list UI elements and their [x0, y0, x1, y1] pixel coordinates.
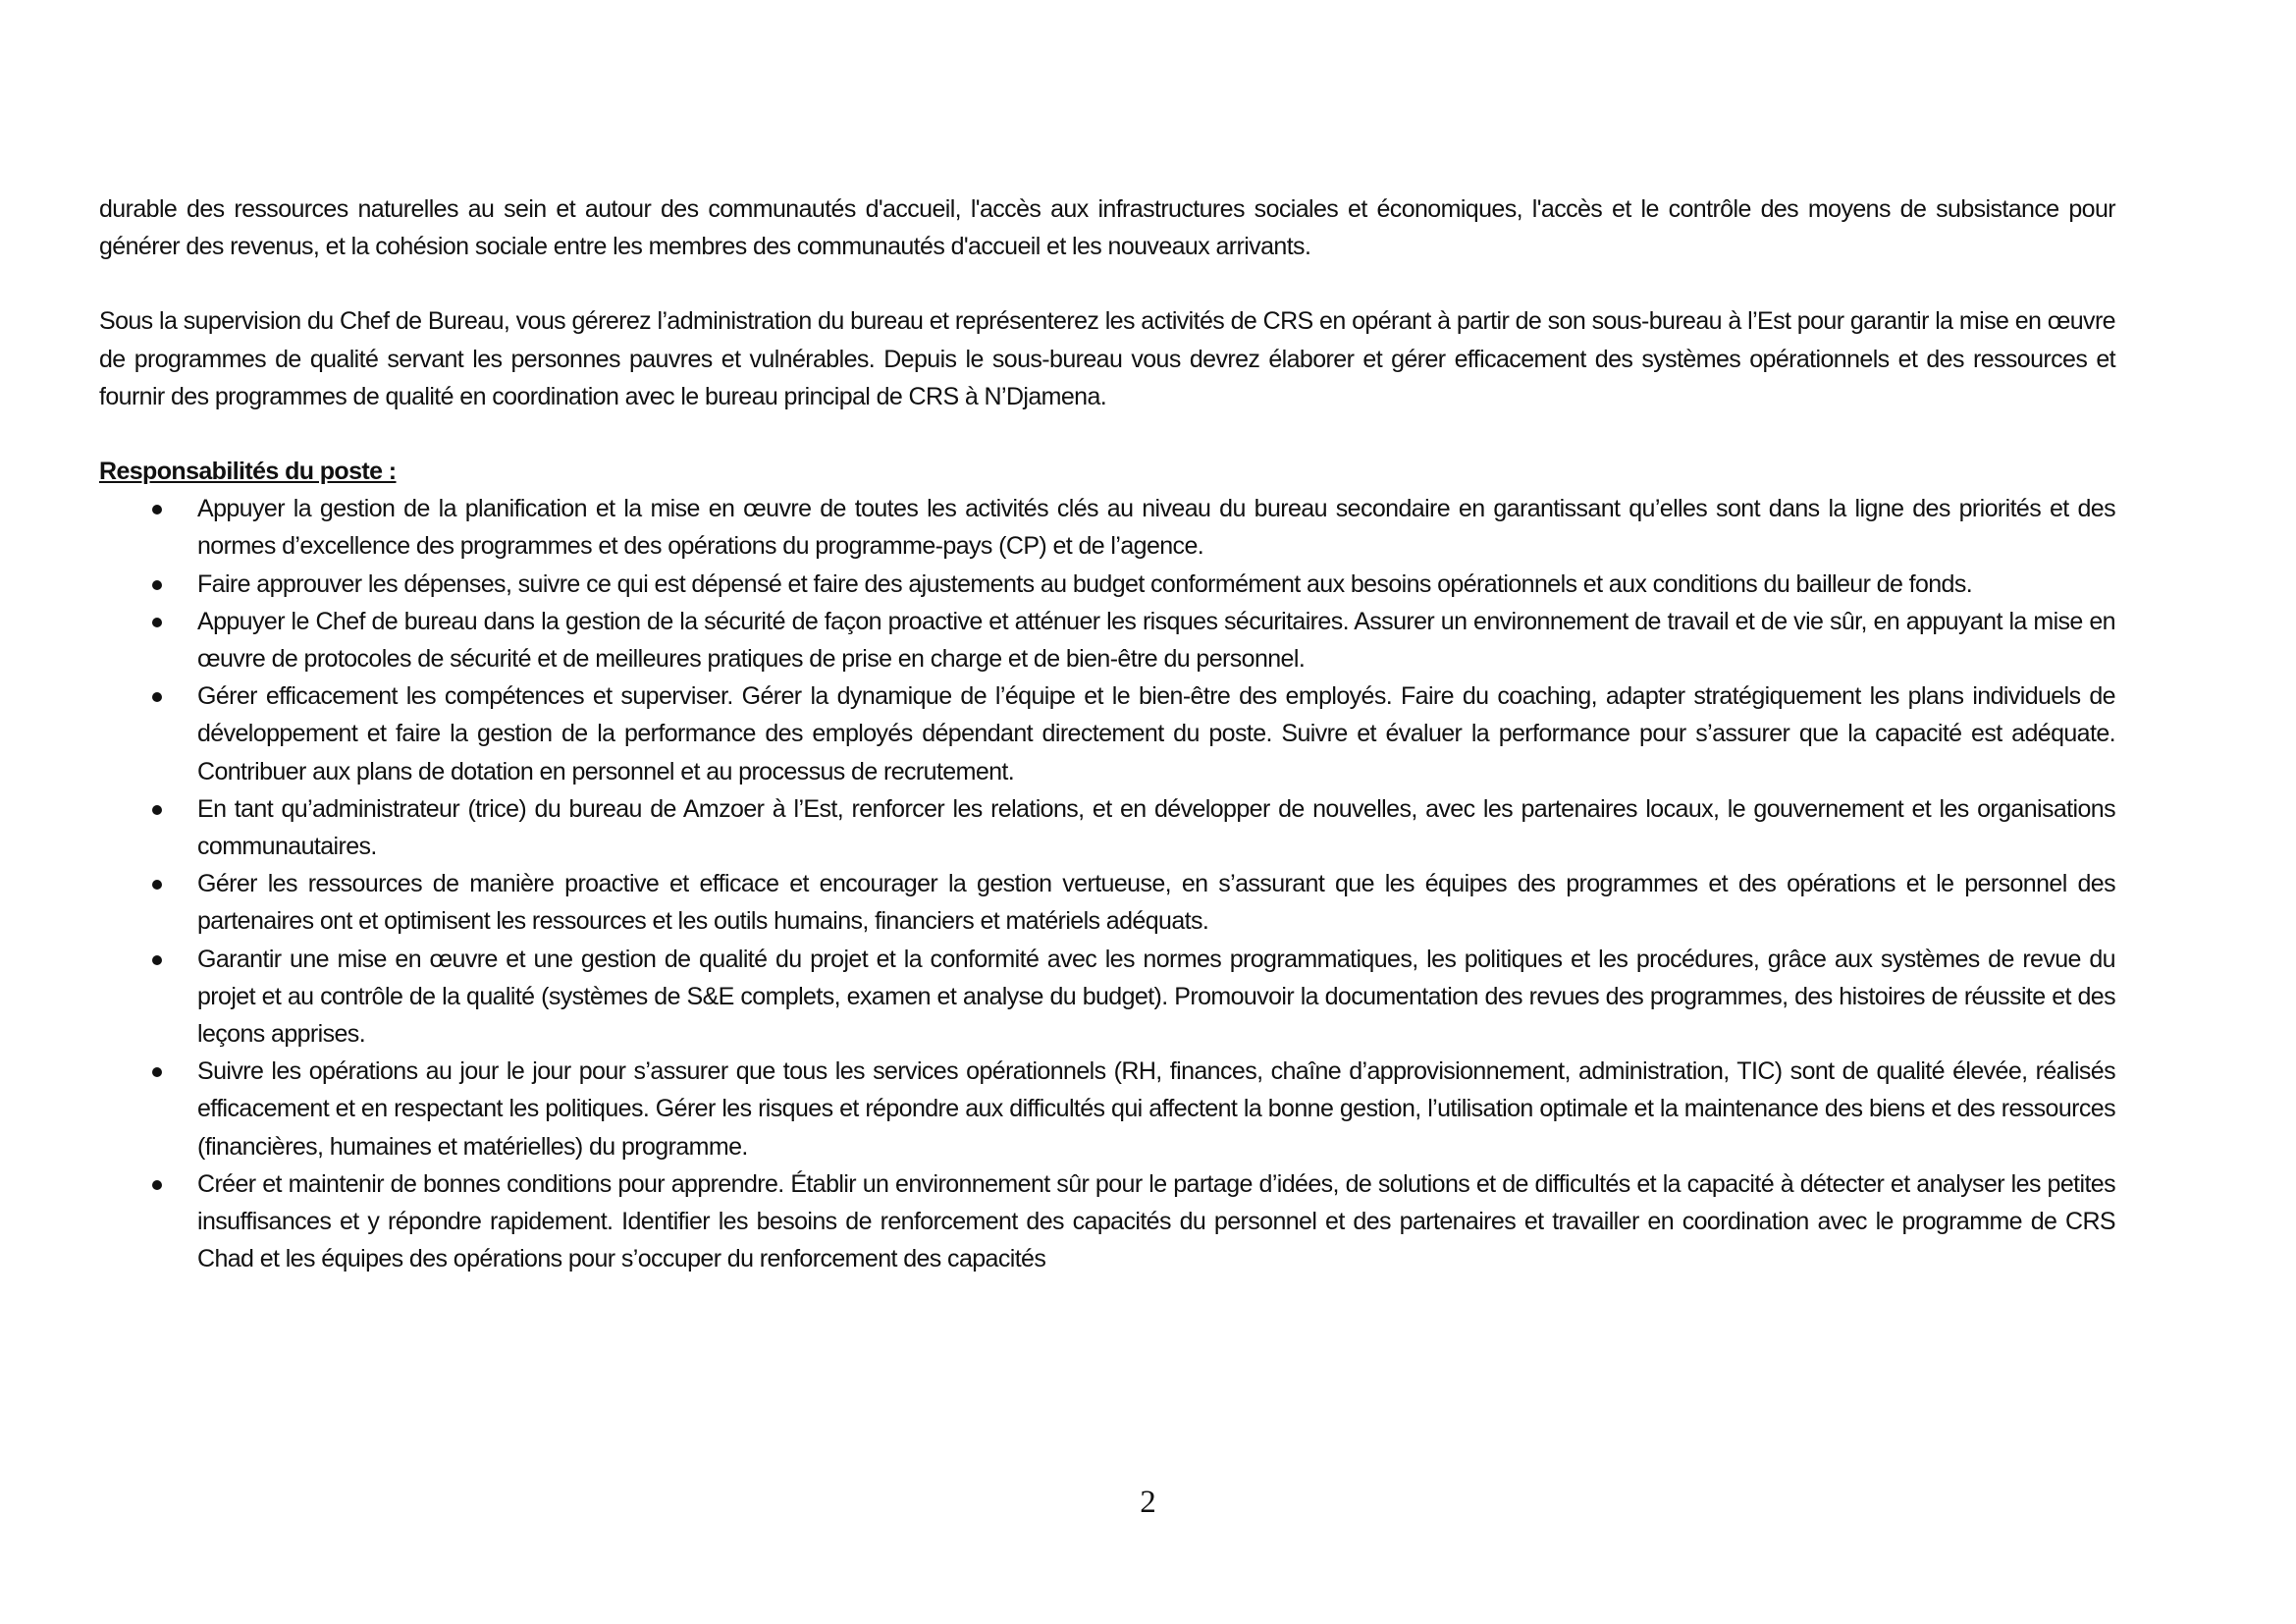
list-item-text: Suivre les opérations au jour le jour pour s’assurer que tous les services opérationnels (RH, finances, chaîne d’approvisionnement, administration, TIC) sont de qualité élevée, réalisés efficacement et en respectant les politiques. Gérer les risques et répondre aux difficultés qui affectent la bonne gestion, l’utilisation optimale et la maintenance des biens et des ressources (financières, humaines et matérielles) du programme. — [197, 1057, 2115, 1161]
responsibilities-heading: Responsabilités du poste : — [99, 458, 397, 486]
bullet-icon — [152, 580, 162, 590]
list-item-text: Gérer les ressources de manière proactive et efficace et encourager la gestion vertueuse, en s’assurant que les équipes des programmes et des opérations et le personnel des partenaires ont et optimisent les ressources et les outils humains, financiers et matériels adéquats. — [197, 870, 2115, 936]
list-item — [99, 1165, 2115, 1278]
list-item-text: Appuyer le Chef de bureau dans la gestion de la sécurité de façon proactive et atténuer les risques sécuritaires. Assurer un environnement de travail et de vie sûr, en appuyant la mise en œuvre de protocoles de sécurité et de meilleures pratiques de prise en charge et de bien-être du personnel. — [197, 607, 2115, 674]
list-item-text: Gérer efficacement les compétences et superviser. Gérer la dynamique de l’équipe et le bien-être des employés. Faire du coaching, adapter stratégiquement les plans individuels de développement et faire la gestion de la performance des employés dépendant directement du poste. Suivre et évaluer la performance pour s’assurer que la capacité est adéquate. Contribuer aux plans de dotation en personnel et au processus de recrutement. — [197, 682, 2115, 785]
document-page — [99, 190, 2115, 1277]
list-item — [99, 566, 2115, 603]
intro-paragraph: durable des ressources naturelles au sein et autour des communautés d'accueil, l'accès aux infrastructures sociales et économiques, l'accès et le contrôle des moyens de subsistance pour générer des revenus, et la cohésion sociale entre les membres des communautés d'accueil et les nouveaux arrivants. — [99, 195, 2115, 261]
responsibilities-list — [99, 490, 2115, 1277]
bullet-icon — [152, 805, 162, 815]
list-item — [99, 865, 2115, 940]
list-item — [99, 790, 2115, 865]
list-item — [99, 677, 2115, 790]
bullet-icon — [152, 692, 162, 702]
list-item-text: Faire approuver les dépenses, suivre ce qui est dépensé et faire des ajustements au budget conformément aux besoins opérationnels et aux conditions du bailleur de fonds. — [197, 569, 1973, 598]
list-item — [99, 490, 2115, 565]
bullet-icon — [152, 505, 162, 514]
bullet-icon — [152, 955, 162, 965]
bullet-icon — [152, 1180, 162, 1190]
page-number: 2 — [1140, 1485, 1156, 1520]
list-item — [99, 603, 2115, 677]
bullet-icon — [152, 1067, 162, 1077]
list-item-text: Garantir une mise en œuvre et une gestion de qualité du projet et la conformité avec les normes programmatiques, les politiques et les procédures, grâce aux systèmes de revue du projet et au contrôle de la qualité (systèmes de S&E complets, examen et analyse du budget). Promouvoir la documentation des revues des programmes, des histoires de réussite et des leçons apprises. — [197, 945, 2115, 1049]
bullet-icon — [152, 618, 162, 627]
list-item-text: En tant qu’administrateur (trice) du bureau de Amzoer à l’Est, renforcer les relations, et en développer de nouvelles, avec les partenaires locaux, le gouvernement et les organisations communautaires. — [197, 794, 2115, 861]
supervision-paragraph: Sous la supervision du Chef de Bureau, vous gérerez l’administration du bureau et représenterez les activités de CRS en opérant à partir de son sous-bureau à l’Est pour garantir la mise en œuvre de programmes de qualité servant les personnes pauvres et vulnérables. Depuis le sous-bureau vous devrez élaborer et gérer efficacement des systèmes opérationnels et des ressources et fournir des programmes de qualité en coordination avec le bureau principal de CRS à N’Djamena. — [99, 307, 2115, 410]
list-item — [99, 1053, 2115, 1165]
list-item — [99, 941, 2115, 1054]
list-item-text: Créer et maintenir de bonnes conditions pour apprendre. Établir un environnement sûr pour le partage d’idées, de solutions et de difficultés et la capacité à détecter et analyser les petites insuffisances et y répondre rapidement. Identifier les besoins de renforcement des capacités du personnel et des partenaires et travailler en coordination avec le programme de CRS Chad et les équipes des opérations pour s’occuper du renforcement des capacités — [197, 1169, 2115, 1273]
bullet-icon — [152, 880, 162, 890]
list-item-text: Appuyer la gestion de la planification et la mise en œuvre de toutes les activités clés au niveau du bureau secondaire en garantissant qu’elles sont dans la ligne des priorités et des normes d’excellence des programmes et des opérations du programme-pays (CP) et de l’agence. — [197, 495, 2115, 561]
